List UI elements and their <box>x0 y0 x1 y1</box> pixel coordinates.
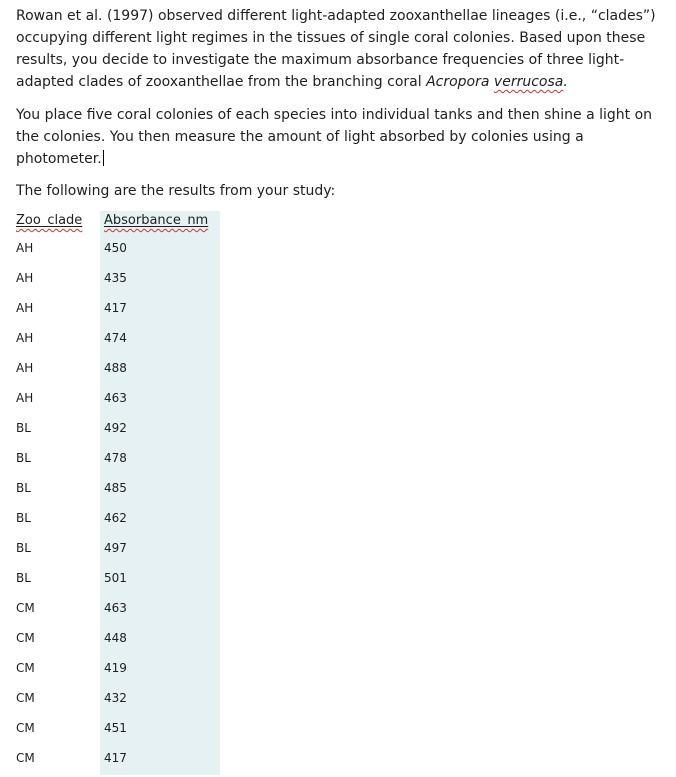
table-row <box>16 387 216 417</box>
zoo-clade-cell: CM <box>16 721 35 735</box>
table-row <box>16 477 216 507</box>
table-row <box>16 417 216 447</box>
text-cursor <box>103 150 104 166</box>
zoo-clade-cell: BL <box>16 541 31 555</box>
zoo-clade-cell: BL <box>16 571 31 585</box>
absorbance-cell: 451 <box>104 721 127 735</box>
zoo-clade-cell: CM <box>16 631 35 645</box>
absorbance-cell: 492 <box>104 421 127 435</box>
absorbance-cell: 435 <box>104 271 127 285</box>
table-row <box>16 567 216 597</box>
zoo-clade-cell: BL <box>16 481 31 495</box>
table-row <box>16 597 216 627</box>
zoo-clade-cell: AH <box>16 241 34 255</box>
table-row <box>16 327 216 357</box>
species-name: verrucosa <box>493 74 564 90</box>
zoo-clade-cell: CM <box>16 691 35 705</box>
absorbance-cell: 462 <box>104 511 127 525</box>
table-row <box>16 507 216 537</box>
intro-text: Rowan et al. (1997) observed different light-adapted zooxanthellae lineages (i.e., “clades”) occupying different light regimes in the tissues of single coral colonies. Based upon these results, you decide to investigate the maximum absorbance frequencies of three light-adapted clades of zooxanthellae from the branching coral <box>16 8 656 90</box>
header-absorbance-text: Absorbance_nm <box>104 213 209 228</box>
absorbance-cell: 497 <box>104 541 127 555</box>
table-row <box>16 657 216 687</box>
table-row <box>16 237 216 267</box>
zoo-clade-cell: CM <box>16 661 35 675</box>
table-row <box>16 747 216 777</box>
zoo-clade-cell: CM <box>16 751 35 765</box>
intro-end: . <box>563 74 568 90</box>
table-row <box>16 267 216 297</box>
zoo-clade-cell: BL <box>16 451 31 465</box>
table-row <box>16 447 216 477</box>
absorbance-cell: 450 <box>104 241 127 255</box>
table-row <box>16 297 216 327</box>
results-intro: The following are the results from your study: <box>16 183 336 199</box>
absorbance-cell: 488 <box>104 361 127 375</box>
zoo-clade-cell: CM <box>16 601 35 615</box>
absorbance-cell: 463 <box>104 391 127 405</box>
zoo-clade-cell: BL <box>16 421 31 435</box>
zoo-clade-cell: AH <box>16 391 34 405</box>
absorbance-cell: 501 <box>104 571 127 585</box>
zoo-clade-cell: AH <box>16 331 34 345</box>
method-text: You place five coral colonies of each species into individual tanks and then shine a light on the colonies. You then measure the amount of light absorbed by colonies using a photometer. <box>16 107 653 167</box>
method-paragraph <box>16 104 656 170</box>
absorbance-cell: 463 <box>104 601 127 615</box>
absorbance-cell: 419 <box>104 661 127 675</box>
absorbance-cell: 485 <box>104 481 127 495</box>
header-zoo-clade-text: Zoo_clade <box>16 213 83 228</box>
absorbance-cell: 448 <box>104 631 127 645</box>
header-absorbance <box>104 211 208 231</box>
table-row <box>16 687 216 717</box>
intro-paragraph <box>16 5 656 93</box>
absorbance-cell: 478 <box>104 451 127 465</box>
zoo-clade-cell: AH <box>16 271 34 285</box>
table-row <box>16 357 216 387</box>
absorbance-cell: 474 <box>104 331 127 345</box>
absorbance-cell: 432 <box>104 691 127 705</box>
absorbance-cell: 417 <box>104 301 127 315</box>
table-row <box>16 717 216 747</box>
header-zoo-clade <box>16 211 82 231</box>
absorbance-cell: 417 <box>104 751 127 765</box>
zoo-clade-cell: AH <box>16 301 34 315</box>
table-row <box>16 627 216 657</box>
table-row <box>16 537 216 567</box>
genus-name: Acropora <box>426 74 490 90</box>
zoo-clade-cell: AH <box>16 361 34 375</box>
zoo-clade-cell: BL <box>16 511 31 525</box>
